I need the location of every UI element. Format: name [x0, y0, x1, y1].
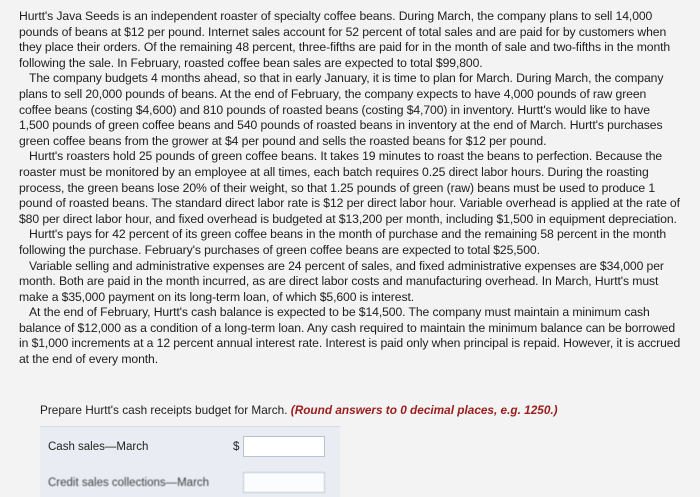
cash-sales-input[interactable]: [243, 436, 325, 457]
problem-paragraph: The company budgets 4 months ahead, so that in early January, it is time to plan for March. During March, the company plans to sell 20,000 pounds of beans. At the end of February, the company expects to have 4,000 pounds of raw green coffee beans (costing $4,600) and 810 pounds of roasted beans (costing $4,700) in inventory. Hurtt's would like to have 1,500 pounds of green coffee beans and 540 pounds of roasted beans in inventory at the end of March. Hurtt's purchases green coffee beans from the grower at $4 per pound and sells the roasted beans for $12 per pound.: [19, 71, 664, 148]
problem-paragraph: Hurtt's roasters hold 25 pounds of green coffee beans. It takes 19 minutes to roast the beans to perfection. Because the roaster must be monitored by an employee at all times, each batch requires 0.25 direct labor hours. During the roasting process, the green beans lose 20% of their weight, so that 1.25 pounds of green (raw) beans must be used to produce 1 pound of roasted beans. The standard direct labor rate is $12 per direct labor hour. Variable overhead is applied at the rate of $80 per direct labor hour, and fixed overhead is budgeted at $13,200 per month, including $1,500 in equipment depreciation.: [19, 149, 680, 226]
cash-receipts-budget-table: [40, 426, 340, 497]
prompt-text: Prepare Hurtt's cash receipts budget for March.: [40, 403, 288, 417]
credit-sales-label: Credit sales collections—March: [48, 477, 210, 489]
problem-paragraph: Variable selling and administrative expenses are 24 percent of sales, and fixed administrative expenses are $34,000 per month. Both are paid in the month incurred, as are direct labor costs and manufacturing overhead. In March, Hurtt's must make a $35,000 payment on its long-term loan, of which $5,600 is interest.: [19, 258, 664, 304]
problem-paragraph: Hurtt's pays for 42 percent of its green coffee beans in the month of purchase and the remaining 58 percent in the month following the purchase. February's purchases of green coffee beans are expected to total $25,500.: [19, 227, 667, 257]
cash-sales-row: [40, 434, 340, 462]
rounding-hint: (Round answers to 0 decimal places, e.g. 1250.): [290, 403, 558, 417]
dollar-sign: $: [233, 441, 240, 453]
problem-paragraph: At the end of February, Hurtt's cash balance is expected to be $14,500. The company must maintain a minimum cash balance of $12,000 as a condition of a long-term loan. Any cash required to maintain the minimum balance can be borrowed in $1,000 increments at a 12 percent annual interest rate. Interest is paid only when principal is repaid. However, it is accrued at the end of every month.: [19, 305, 681, 367]
cash-sales-label: Cash sales—March: [48, 441, 149, 453]
problem-paragraph: Hurtt's Java Seeds is an independent roaster of specialty coffee beans. During March, the company plans to sell 14,000 pounds of beans at $12 per pound. Internet sales account for 52 percent of total sales and are paid for by customers when they place their orders. Of the remaining 48 percent, three-fifths are paid for in the month of sale and two-fifths in the month following the sale. In February, roasted coffee bean sales are expected to total $99,800.: [19, 9, 671, 70]
question-prompt: [40, 403, 558, 417]
problem-statement: [19, 9, 681, 368]
credit-sales-row: [40, 469, 340, 497]
